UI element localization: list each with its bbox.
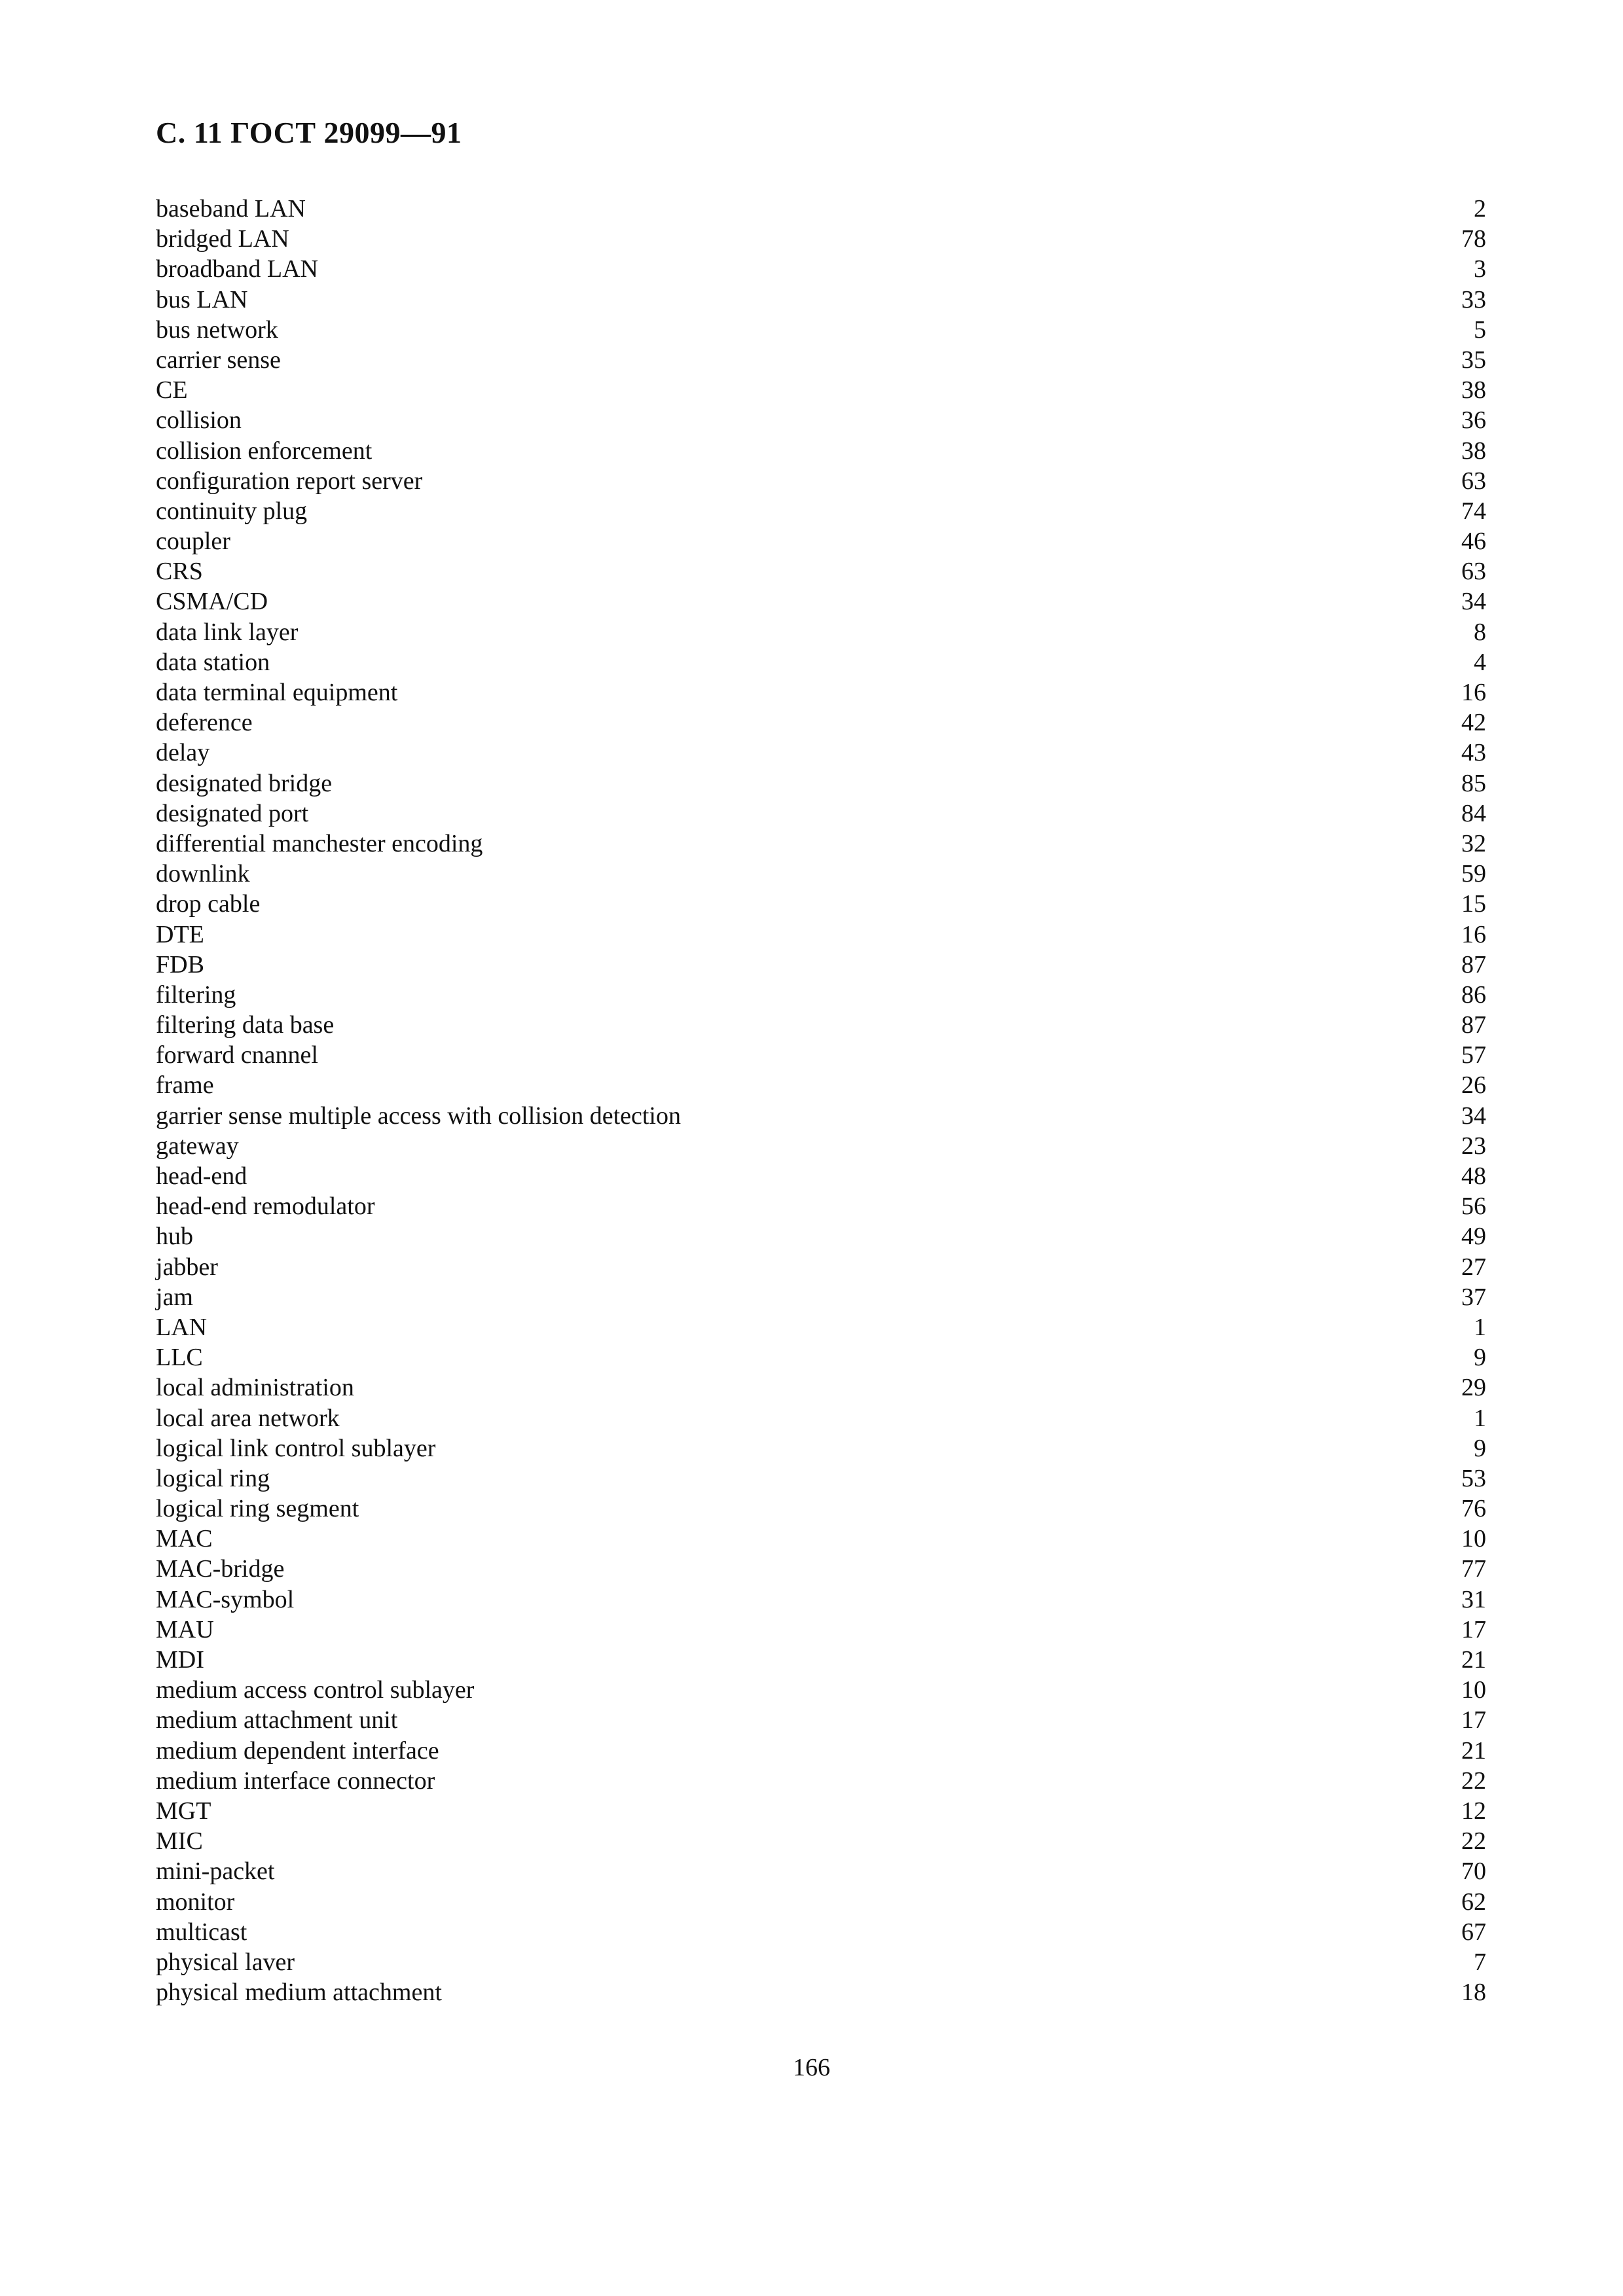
index-entry <box>156 617 1486 647</box>
index-ref-number: 63 <box>1461 558 1486 586</box>
index-ref-number: 78 <box>1461 225 1486 253</box>
index-term: data station <box>156 648 270 676</box>
index-term: collision <box>156 406 242 435</box>
index-term: MAC-bridge <box>156 1555 285 1583</box>
index-term: physical laver <box>156 1948 295 1976</box>
index-entry <box>156 1252 1486 1282</box>
index-term: FDB <box>156 950 204 978</box>
index-ref-number: 2 <box>1474 195 1486 223</box>
index-ref-number: 48 <box>1461 1162 1486 1190</box>
index-term: head-end <box>156 1162 247 1190</box>
index-term: MGT <box>156 1797 211 1825</box>
index-term: filtering <box>156 980 236 1009</box>
index-ref-number: 63 <box>1461 467 1486 495</box>
index-ref-number: 43 <box>1461 739 1486 767</box>
index-ref-number: 76 <box>1461 1495 1486 1523</box>
index-term: collision enforcement <box>156 437 373 465</box>
page-number: 166 <box>793 2054 830 2081</box>
index-entry <box>156 647 1486 677</box>
index-ref-number: 77 <box>1461 1555 1486 1583</box>
index-term: logical link control sublayer <box>156 1434 436 1462</box>
index-term: CRS <box>156 558 203 586</box>
index-entry <box>156 1766 1486 1796</box>
index-ref-number: 38 <box>1461 437 1486 465</box>
index-entry <box>156 1977 1486 2007</box>
index-entry <box>156 1101 1486 1131</box>
index-entry <box>156 1191 1486 1221</box>
index-entry <box>156 194 1486 224</box>
index-term: garrier sense multiple access with collision detection <box>156 1102 681 1130</box>
index-entry <box>156 405 1486 435</box>
index-ref-number: 42 <box>1461 709 1486 737</box>
index-term: MAU <box>156 1615 214 1643</box>
index-term: delay <box>156 739 210 767</box>
index-term: local area network <box>156 1404 340 1432</box>
index-term: CSMA/CD <box>156 588 268 616</box>
index-entry <box>156 1796 1486 1826</box>
index-ref-number: 35 <box>1461 346 1486 374</box>
index-term: drop cable <box>156 890 261 918</box>
index-term: monitor <box>156 1888 235 1916</box>
index-ref-number: 85 <box>1461 769 1486 797</box>
index-term: mini-packet <box>156 1857 275 1886</box>
index-entry <box>156 1131 1486 1161</box>
index-term: bus LAN <box>156 285 248 314</box>
index-ref-number: 74 <box>1461 497 1486 525</box>
index-entry <box>156 798 1486 829</box>
index-entry <box>156 1221 1486 1251</box>
index-entry <box>156 1554 1486 1584</box>
index-ref-number: 5 <box>1474 315 1486 344</box>
index-entry <box>156 285 1486 315</box>
index-entry <box>156 1705 1486 1735</box>
index-ref-number: 9 <box>1474 1434 1486 1462</box>
index-ref-number: 17 <box>1461 1706 1486 1734</box>
index-entry <box>156 1403 1486 1433</box>
index-ref-number: 10 <box>1461 1525 1486 1553</box>
index-ref-number: 70 <box>1461 1857 1486 1886</box>
index-ref-number: 1 <box>1474 1313 1486 1341</box>
index-term: broadband LAN <box>156 255 318 283</box>
index-ref-number: 17 <box>1461 1615 1486 1643</box>
index-term: DTE <box>156 920 204 948</box>
page-header: С. 11 ГОСТ 29099—91 <box>156 116 462 149</box>
index-term: deference <box>156 709 253 737</box>
index-ref-number: 57 <box>1461 1041 1486 1069</box>
index-term: MAC-symbol <box>156 1585 295 1613</box>
index-entry <box>156 1312 1486 1342</box>
index-term: differential manchester encoding <box>156 829 483 857</box>
index-ref-number: 33 <box>1461 285 1486 314</box>
index-ref-number: 87 <box>1461 1011 1486 1039</box>
index-entry <box>156 950 1486 980</box>
index-ref-number: 16 <box>1461 920 1486 948</box>
index-list <box>156 194 1486 2007</box>
index-term: jabber <box>156 1253 218 1281</box>
index-entry <box>156 1282 1486 1312</box>
index-term: MAC <box>156 1525 213 1553</box>
index-term: data terminal equipment <box>156 679 398 706</box>
index-entry <box>156 1342 1486 1372</box>
index-term: coupler <box>156 528 230 556</box>
index-ref-number: 34 <box>1461 1102 1486 1130</box>
index-entry <box>156 1947 1486 1977</box>
index-term: head-end remodulator <box>156 1193 375 1221</box>
index-ref-number: 87 <box>1461 950 1486 978</box>
index-entry <box>156 496 1486 526</box>
index-entry <box>156 859 1486 889</box>
index-entry <box>156 1524 1486 1554</box>
index-ref-number: 27 <box>1461 1253 1486 1281</box>
index-entry <box>156 1585 1486 1615</box>
index-ref-number: 56 <box>1461 1193 1486 1221</box>
index-ref-number: 31 <box>1461 1585 1486 1613</box>
index-term: local administration <box>156 1374 354 1402</box>
index-term: CE <box>156 376 188 404</box>
index-entry <box>156 526 1486 556</box>
index-entry <box>156 1040 1486 1070</box>
index-entry <box>156 466 1486 496</box>
index-entry <box>156 1675 1486 1705</box>
index-ref-number: 1 <box>1474 1404 1486 1432</box>
index-term: LAN <box>156 1313 208 1341</box>
index-ref-number: 59 <box>1461 860 1486 888</box>
index-entry <box>156 768 1486 798</box>
index-term: physical medium attachment <box>156 1979 442 2007</box>
index-entry <box>156 345 1486 375</box>
index-term: multicast <box>156 1918 247 1946</box>
index-ref-number: 34 <box>1461 588 1486 616</box>
index-entry <box>156 254 1486 284</box>
index-term: LLC <box>156 1344 203 1372</box>
index-term: configuration report server <box>156 467 423 495</box>
index-ref-number: 38 <box>1461 376 1486 404</box>
index-term: logical ring segment <box>156 1495 359 1523</box>
index-ref-number: 49 <box>1461 1223 1486 1251</box>
index-term: designated bridge <box>156 769 333 797</box>
index-term: medium dependent interface <box>156 1736 439 1765</box>
index-entry <box>156 980 1486 1010</box>
index-ref-number: 86 <box>1461 980 1486 1009</box>
index-entry <box>156 1645 1486 1675</box>
index-term: MIC <box>156 1827 203 1856</box>
index-term: medium interface connector <box>156 1767 435 1795</box>
index-ref-number: 4 <box>1474 648 1486 676</box>
index-ref-number: 67 <box>1461 1918 1486 1946</box>
index-entry <box>156 1887 1486 1917</box>
index-ref-number: 29 <box>1461 1374 1486 1402</box>
index-ref-number: 26 <box>1461 1071 1486 1100</box>
index-ref-number: 84 <box>1461 799 1486 827</box>
index-entry <box>156 1010 1486 1040</box>
index-entry <box>156 1433 1486 1463</box>
index-term: filtering data base <box>156 1011 335 1039</box>
index-entry <box>156 920 1486 950</box>
index-term: downlink <box>156 860 250 888</box>
index-ref-number: 15 <box>1461 890 1486 918</box>
index-entry <box>156 889 1486 919</box>
index-term: data link layer <box>156 618 299 646</box>
index-term: forward cnannel <box>156 1041 318 1069</box>
index-entry <box>156 738 1486 768</box>
index-ref-number: 8 <box>1474 618 1486 646</box>
index-entry <box>156 1917 1486 1947</box>
index-entry <box>156 829 1486 859</box>
index-entry <box>156 1161 1486 1191</box>
index-entry <box>156 708 1486 738</box>
index-term: baseband LAN <box>156 195 306 223</box>
index-ref-number: 10 <box>1461 1676 1486 1704</box>
index-entry <box>156 1615 1486 1645</box>
index-entry <box>156 375 1486 405</box>
index-entry <box>156 1856 1486 1886</box>
index-entry <box>156 556 1486 586</box>
index-ref-number: 7 <box>1474 1948 1486 1976</box>
index-entry <box>156 1070 1486 1100</box>
index-entry <box>156 677 1486 708</box>
index-ref-number: 3 <box>1474 255 1486 283</box>
index-ref-number: 22 <box>1461 1827 1486 1856</box>
index-entry <box>156 586 1486 617</box>
index-ref-number: 53 <box>1461 1464 1486 1492</box>
index-ref-number: 9 <box>1474 1344 1486 1372</box>
index-term: designated port <box>156 799 309 827</box>
index-entry <box>156 1372 1486 1403</box>
index-term: medium access control sublayer <box>156 1676 475 1704</box>
index-term: continuity plug <box>156 497 308 525</box>
index-ref-number: 21 <box>1461 1646 1486 1674</box>
index-term: hub <box>156 1223 193 1251</box>
index-ref-number: 22 <box>1461 1767 1486 1795</box>
index-term: gateway <box>156 1132 239 1160</box>
index-term: frame <box>156 1071 214 1100</box>
index-ref-number: 37 <box>1461 1283 1486 1311</box>
index-ref-number: 46 <box>1461 528 1486 556</box>
index-entry <box>156 224 1486 254</box>
index-term: logical ring <box>156 1464 270 1492</box>
index-entry <box>156 1494 1486 1524</box>
index-entry <box>156 1736 1486 1766</box>
index-term: medium attachment unit <box>156 1706 398 1734</box>
index-term: jam <box>156 1283 193 1311</box>
index-ref-number: 21 <box>1461 1736 1486 1765</box>
index-ref-number: 16 <box>1461 679 1486 706</box>
index-ref-number: 62 <box>1461 1888 1486 1916</box>
index-ref-number: 12 <box>1461 1797 1486 1825</box>
index-term: bridged LAN <box>156 225 289 253</box>
index-term: bus network <box>156 315 278 344</box>
index-ref-number: 36 <box>1461 406 1486 435</box>
index-entry <box>156 436 1486 466</box>
index-ref-number: 23 <box>1461 1132 1486 1160</box>
index-entry <box>156 315 1486 345</box>
index-ref-number: 18 <box>1461 1979 1486 2007</box>
index-term: MDI <box>156 1646 204 1674</box>
index-entry <box>156 1826 1486 1856</box>
index-term: carrier sense <box>156 346 281 374</box>
index-ref-number: 32 <box>1461 829 1486 857</box>
index-entry <box>156 1463 1486 1494</box>
